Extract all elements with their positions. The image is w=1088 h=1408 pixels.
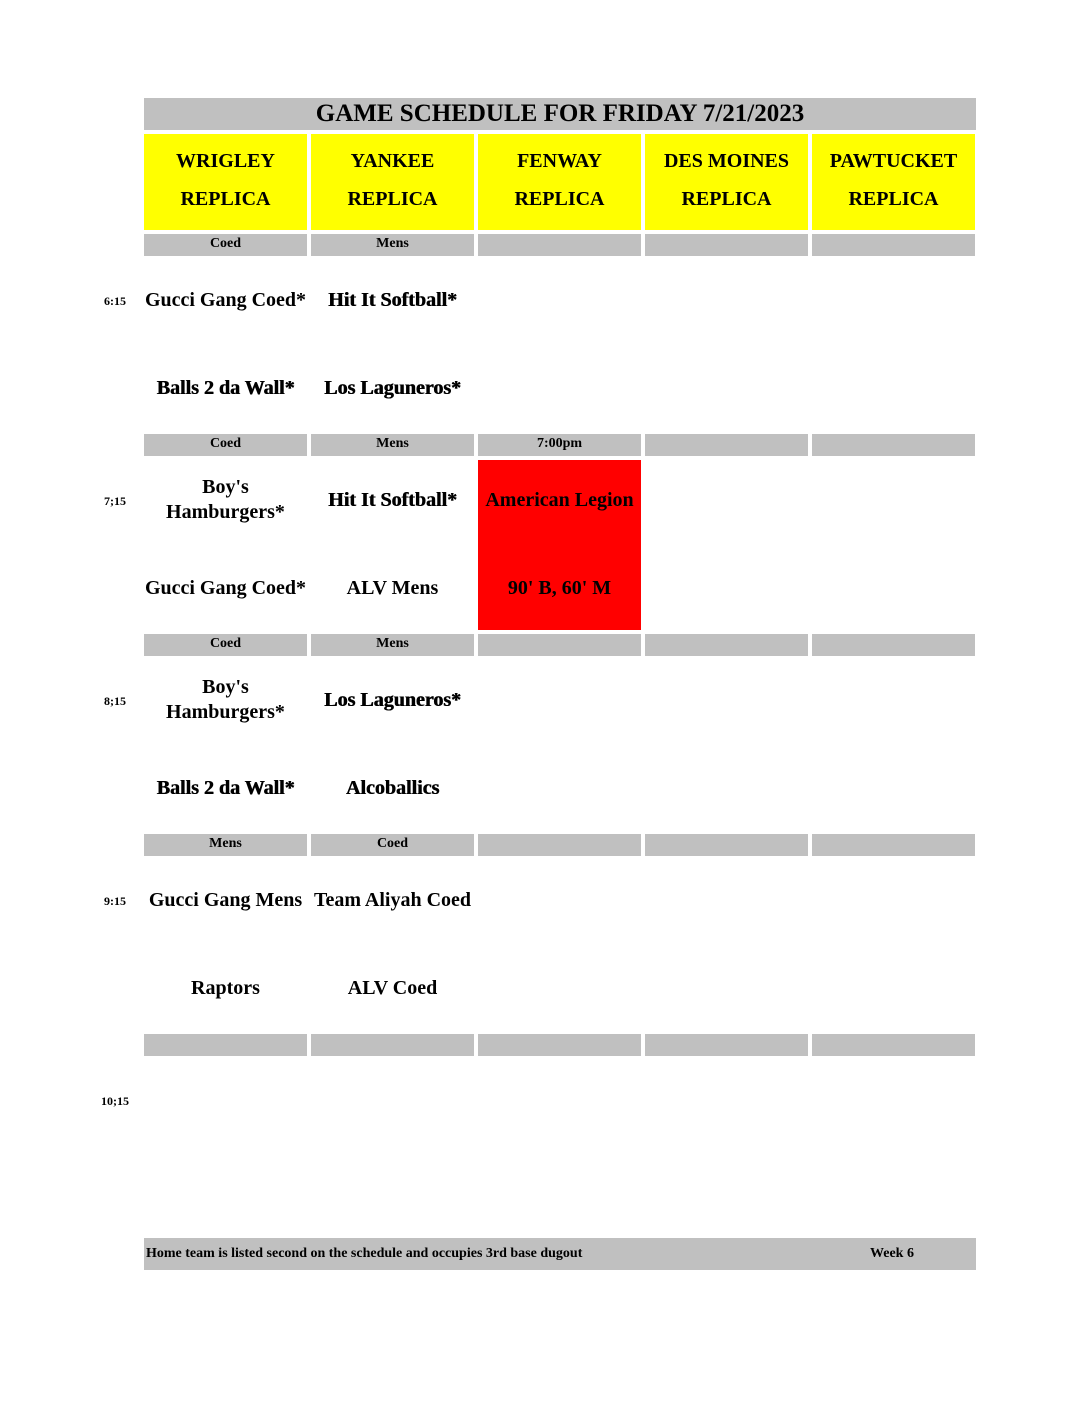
- schedule-table: [140, 94, 980, 1274]
- team-home: Gucci Gang Coed*: [144, 576, 307, 599]
- team-away: [812, 1070, 975, 1130]
- team-home: [144, 1158, 307, 1218]
- team-away: Los Laguneros*: [324, 688, 461, 711]
- game-cell: [144, 1060, 307, 1230]
- game-cell: [478, 460, 641, 630]
- field-name: FENWAY: [517, 150, 602, 172]
- division-label: [478, 1034, 641, 1056]
- field-subtitle: REPLICA: [848, 188, 939, 210]
- division-label: Coed: [144, 234, 307, 256]
- game-cell: [645, 260, 808, 430]
- team-home: [311, 1158, 474, 1218]
- team-away: [812, 470, 975, 530]
- team-away: Hit It Softball*: [328, 488, 457, 511]
- team-away: [645, 270, 808, 330]
- team-away: Gucci Gang Mens: [148, 888, 303, 911]
- division-label: [812, 434, 975, 456]
- team-away: [812, 270, 975, 330]
- team-away: [478, 870, 641, 930]
- division-label: [812, 634, 975, 656]
- team-away: [478, 1070, 641, 1130]
- team-home: [812, 758, 975, 818]
- team-home: Raptors: [191, 976, 260, 999]
- team-home: [645, 558, 808, 618]
- game-cell: [144, 660, 307, 830]
- team-home: ALV Coed: [347, 976, 438, 999]
- division-label: [812, 234, 975, 256]
- game-cell: [812, 260, 975, 430]
- footer-bar: [144, 1238, 976, 1270]
- division-label: Coed: [144, 434, 307, 456]
- field-header-yankee: [311, 134, 474, 230]
- team-away: American Legion: [485, 488, 634, 511]
- game-cell: [645, 860, 808, 1030]
- team-away: [812, 870, 975, 930]
- time-text: 6:15: [104, 294, 126, 308]
- team-home: [645, 758, 808, 818]
- game-cell: [645, 1060, 808, 1230]
- division-label: [812, 834, 975, 856]
- field-header-pawtucket: [812, 134, 975, 230]
- division-label: [645, 234, 808, 256]
- team-home: [812, 958, 975, 1018]
- division-label: [478, 634, 641, 656]
- division-label: [311, 1034, 474, 1056]
- team-away: [311, 1070, 474, 1130]
- game-cell: [144, 860, 307, 1030]
- field-name: WRIGLEY: [176, 150, 275, 172]
- team-away: Boy's Hamburgers*: [166, 476, 285, 523]
- division-label: [478, 834, 641, 856]
- game-cell: [478, 260, 641, 430]
- team-home: [812, 358, 975, 418]
- team-away: Hit It Softball*: [328, 288, 457, 311]
- team-home: [812, 1158, 975, 1218]
- division-label: Mens: [311, 434, 474, 456]
- team-home: 90' B, 60' M: [507, 576, 612, 599]
- game-cell: [478, 660, 641, 830]
- game-cell: [311, 860, 474, 1030]
- game-cell: [144, 460, 307, 630]
- field-name: DES MOINES: [663, 150, 790, 172]
- game-cell: [812, 1060, 975, 1230]
- division-label: 7:00pm: [478, 434, 641, 456]
- division-label: [812, 1034, 975, 1056]
- team-home: ALV Mens: [346, 576, 439, 599]
- game-cell: [812, 860, 975, 1030]
- game-cell: [311, 460, 474, 630]
- team-away: [812, 670, 975, 730]
- team-home: Alcoballics: [345, 776, 440, 799]
- week-label: Week 6: [870, 1246, 914, 1261]
- field-subtitle: REPLICA: [180, 188, 271, 210]
- division-label: Mens: [311, 634, 474, 656]
- schedule-title: GAME SCHEDULE FOR FRIDAY 7/21/2023: [144, 98, 976, 130]
- team-away: [478, 670, 641, 730]
- team-away: [144, 1070, 307, 1130]
- game-cell: [812, 460, 975, 630]
- game-cell: [311, 660, 474, 830]
- division-label: [645, 634, 808, 656]
- team-home: [478, 958, 641, 1018]
- team-home: Balls 2 da Wall*: [156, 776, 295, 799]
- team-home: Los Laguneros*: [324, 376, 461, 399]
- game-cell: [812, 660, 975, 830]
- team-away: Team Aliyah Coed: [313, 888, 472, 911]
- team-home: Balls 2 da Wall*: [156, 376, 295, 399]
- team-home: [645, 358, 808, 418]
- division-label: [645, 434, 808, 456]
- game-cell: [645, 460, 808, 630]
- time-text: 9:15: [104, 894, 126, 908]
- division-label: Mens: [144, 834, 307, 856]
- time-text: 8;15: [104, 694, 126, 708]
- division-label: [478, 234, 641, 256]
- game-cell: [645, 660, 808, 830]
- time-text: 7;15: [104, 494, 126, 508]
- team-away: Boy's Hamburgers*: [166, 676, 285, 723]
- field-name: YANKEE: [350, 150, 435, 172]
- field-header-des-moines: [645, 134, 808, 230]
- game-cell: [478, 860, 641, 1030]
- field-name: PAWTUCKET: [829, 150, 958, 172]
- team-away: [478, 270, 641, 330]
- time-text: 10;15: [101, 1094, 129, 1108]
- field-subtitle: REPLICA: [681, 188, 772, 210]
- field-subtitle: REPLICA: [514, 188, 605, 210]
- game-cell: [144, 260, 307, 430]
- footer-note: Home team is listed second on the schedule and occupies 3rd base dugout: [146, 1246, 583, 1261]
- team-away: [645, 870, 808, 930]
- team-home: [645, 1158, 808, 1218]
- team-home: [645, 958, 808, 1018]
- game-cell: [311, 260, 474, 430]
- game-cell: [478, 1060, 641, 1230]
- division-label: Coed: [144, 634, 307, 656]
- division-label: Coed: [311, 834, 474, 856]
- field-subtitle: REPLICA: [347, 188, 438, 210]
- team-away: [645, 670, 808, 730]
- division-label: [645, 1034, 808, 1056]
- team-away: Gucci Gang Coed*: [144, 288, 307, 311]
- field-header-wrigley: [144, 134, 307, 230]
- team-home: [478, 758, 641, 818]
- team-away: [645, 1070, 808, 1130]
- game-cell: [311, 1060, 474, 1230]
- division-label: [144, 1034, 307, 1056]
- team-home: [478, 358, 641, 418]
- team-away: [645, 470, 808, 530]
- division-label: Mens: [311, 234, 474, 256]
- division-label: [645, 834, 808, 856]
- team-home: [812, 558, 975, 618]
- team-home: [478, 1158, 641, 1218]
- field-header-fenway: [478, 134, 641, 230]
